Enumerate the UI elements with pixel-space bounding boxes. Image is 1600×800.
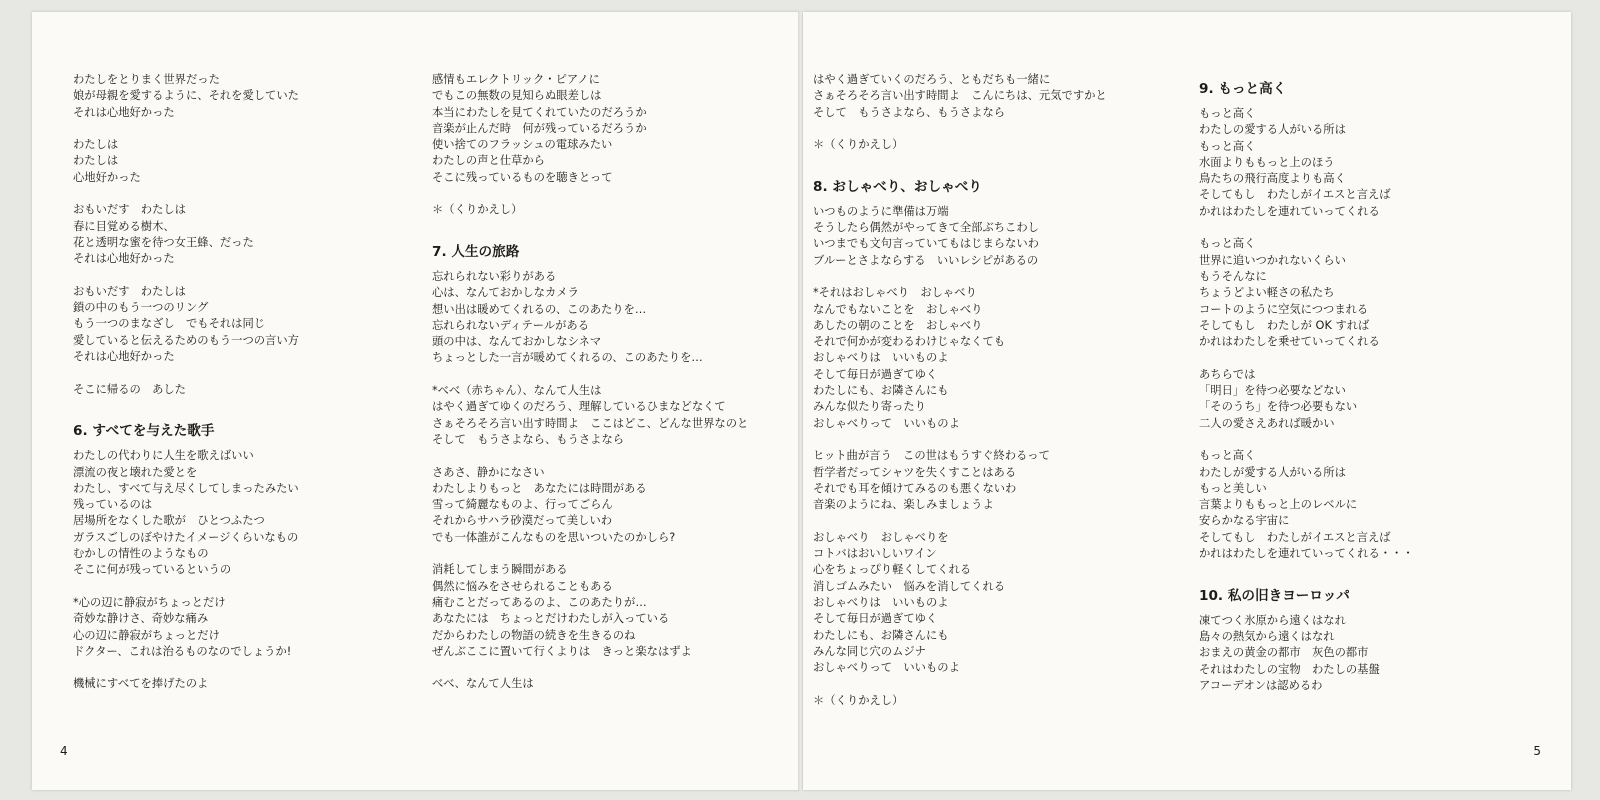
lyric-line: ブルーとさよならする いいレシピがあるの — [813, 253, 1039, 267]
lyric-line: ドクター、これは治るものなのでしょうか! — [73, 644, 292, 658]
line-break — [432, 660, 748, 676]
lyric-line: おもいだす わたしは — [73, 284, 186, 298]
lyric-line: おしゃべりは いいものよ — [813, 595, 949, 609]
lyric-line: むかしの情性のようなもの — [73, 547, 209, 561]
lyric-line: 居場所をなくした歌が ひとつふたつ — [73, 514, 265, 528]
lyric-line: そして もうさよなら、もうさよなら — [813, 105, 1006, 119]
lyric-line: でも一体誰がこんなものを思いついたのかしら? — [432, 530, 676, 544]
line-break — [1199, 220, 1414, 236]
line-break — [1199, 432, 1414, 448]
lyric-line: それからサハラ砂漠だって美しいわ — [432, 514, 613, 528]
lyric-line: もっと美しい — [1199, 481, 1267, 495]
lyric-line: 春に目覚める樹木、 — [73, 219, 175, 233]
lyric-line: 消しゴムみたい 悩みを消してくれる — [813, 579, 1006, 593]
lyric-line: そしてもし わたしがイエスと言えば — [1199, 530, 1391, 544]
song-title: 7. 人生の旅路 — [432, 243, 520, 260]
lyric-line: もっと高く — [1199, 139, 1256, 153]
lyric-line: わたしは — [73, 154, 119, 168]
lyric-line: さぁそろそろ言い出す時間よ ここはどこ、どんな世界なのと — [432, 416, 749, 430]
lyric-line: そうしたら偶然がやってきて全部ぶちこわし — [813, 221, 1039, 235]
lyric-line: 「明日」を待つ必要などない — [1199, 384, 1346, 398]
lyric-line: それで何かが変わるわけじゃなくても — [813, 335, 1006, 349]
lyric-line: みんな似たり寄ったり — [813, 400, 926, 414]
lyric-line: アコーデオンは認めるわ — [1199, 678, 1323, 692]
lyric-line: ＊（くりかえし） — [813, 693, 904, 707]
song-title: 6. すべてを与えた歌手 — [73, 423, 215, 440]
lyric-line: そして毎日が過ぎてゆく — [813, 612, 938, 626]
lyric-line: *べべ（赤ちゃん）、なんて人生は — [432, 384, 602, 398]
lyric-line: *それはおしゃべり おしゃべり — [813, 286, 977, 300]
lyric-line: わたしの代わりに人生を歌えばいい — [73, 449, 254, 463]
lyric-line: そして毎日が過ぎてゆく — [813, 367, 938, 381]
lyric-line: べべ、なんて人生は — [432, 677, 534, 691]
line-break — [73, 398, 299, 414]
page-number: 5 — [1533, 744, 1541, 758]
lyric-line: おしゃべりって いいものよ — [813, 416, 960, 430]
lyric-line: 頭の中は、なんておかしなシネマ — [432, 335, 602, 349]
lyric-line: コトバはおいしいワイン — [813, 547, 937, 561]
song-title: 9. もっと高く — [1199, 81, 1287, 97]
lyric-line: 水面よりももっと上のほう — [1199, 155, 1335, 169]
lyric-line: わたしの声と仕草から — [432, 154, 545, 168]
lyric-line: おもいだす わたしは — [73, 203, 186, 217]
lyric-line: 鳥たちの飛行高度よりも高く — [1199, 172, 1346, 186]
lyric-line: あちらでは — [1199, 367, 1256, 381]
right-page — [803, 12, 1571, 790]
line-break — [73, 579, 299, 595]
lyric-line: それでも耳を傾けてみるのも悪くないわ — [813, 481, 1017, 495]
lyric-line: ちょっとした一言が暖めてくれるの、このあたりを… — [432, 351, 703, 365]
lyric-line: ヒット曲が言う この世はもうすぐ終わるって — [813, 449, 1050, 463]
lyric-line: それは心地好かった — [73, 105, 175, 119]
lyric-line: はやく過ぎていくのだろう、ともだちも一緒に — [813, 73, 1051, 86]
lyric-line: あなたには ちょっとだけわたしが入っている — [432, 612, 670, 626]
line-break — [73, 365, 299, 381]
lyric-line: でもこの無数の見知らぬ眼差しは — [432, 89, 602, 103]
lyric-line: それは心地好かった — [73, 350, 175, 364]
lyric-line: 漂流の夜と壊れた愛とを — [73, 465, 198, 479]
lyric-line: 愛していると伝えるためのもう一つの言い方 — [73, 333, 299, 347]
line-break — [813, 513, 1107, 529]
lyric-line: 本当にわたしを見てくれていたのだろうか — [432, 105, 647, 119]
lyric-line: 忘れられない彩りがある — [432, 269, 557, 283]
lyric-line: 奇妙な静けさ、奇妙な痛み — [73, 612, 209, 626]
lyric-line: かれはわたしを乗せていってくれる — [1199, 335, 1380, 349]
lyric-line: 心は、なんておかしなカメラ — [432, 286, 579, 300]
left-page — [32, 12, 800, 790]
lyric-line: 消耗してしまう瞬間がある — [432, 563, 568, 577]
lyric-line: おしゃべりって いいものよ — [813, 661, 960, 675]
lyric-line: 機械にすべてを捧げたのよ — [73, 677, 209, 691]
lyric-line: わたしにも、お隣さんにも — [813, 384, 949, 398]
lyric-line: 心地好かった — [73, 170, 141, 184]
line-break — [73, 660, 299, 676]
lyric-line: 残っているのは — [73, 498, 153, 512]
lyric-line: それは心地好かった — [73, 252, 175, 266]
lyric-line: わたしをとりまく世界だった — [73, 73, 220, 86]
lyric-line: さあさ、静かになさい — [432, 465, 545, 479]
lyric-line: 雪って綺麗なものよ、行ってごらん — [432, 498, 613, 512]
lyric-line: あしたの朝のことを おしゃべり — [813, 318, 983, 332]
lyric-line: ＊（くりかえし） — [432, 203, 523, 217]
lyric-line: 鎖の中のもう一つのリング — [73, 301, 209, 315]
lyric-line: コートのように空気につつまれる — [1199, 302, 1369, 316]
lyric-line: もっと高く — [1199, 107, 1256, 120]
lyric-line: もう一つのまなざし でもそれは同じ — [73, 317, 266, 331]
lyric-line: ぜんぶここに置いて行くよりは きっと楽なはずよ — [432, 644, 692, 658]
lyric-line: 島々の熱気から遠くはなれ — [1199, 629, 1335, 643]
lyric-line: わたしの愛する人がいる所は — [1199, 123, 1346, 137]
lyric-line: もっと高く — [1199, 449, 1256, 463]
lyric-line: さぁそろそろ言い出す時間よ こんにちは、元気ですかと — [813, 89, 1107, 103]
lyric-line: 偶然に悩みをさせられることもある — [432, 579, 613, 593]
lyric-line: そこに何が残っているというの — [73, 563, 232, 577]
page-number: 4 — [60, 744, 68, 758]
lyric-line: だからわたしの物語の続きを生きるのね — [432, 628, 636, 642]
lyric-line: そこに帰るの あした — [73, 382, 186, 396]
lyric-line: そしてもし わたしが OK すれば — [1199, 318, 1370, 332]
lyric-line: おしゃべりは いいものよ — [813, 351, 949, 365]
lyric-line: なんでもないことを おしゃべり — [813, 302, 983, 316]
lyrics-column — [1199, 72, 1414, 694]
line-break — [73, 268, 299, 284]
lyric-line: 痛むことだってあるのよ、このあたりが… — [432, 595, 647, 609]
line-break — [813, 432, 1107, 448]
lyric-line: かれはわたしを連れていってくれる — [1199, 204, 1380, 218]
lyric-line: 想い出は暖めてくれるの、このあたりを… — [432, 302, 647, 316]
lyric-line: いつまでも文句言っていてもはじまらないわ — [813, 237, 1039, 251]
lyric-line: 心の辺に静寂がちょっとだけ — [73, 628, 220, 642]
lyric-line: わたしよりもっと あなたには時間がある — [432, 481, 647, 495]
lyric-line: 「そのうち」を待つ必要もない — [1199, 400, 1358, 414]
lyric-line: 二人の愛さえあれば暖かい — [1199, 416, 1335, 430]
lyric-line: 凍てつく氷原から遠くはなれ — [1199, 613, 1346, 627]
song-title: 10. 私の旧きヨーロッパ — [1199, 587, 1350, 604]
line-break — [1199, 562, 1414, 578]
lyric-line: 感情もエレクトリック・ピアノに — [432, 73, 600, 86]
lyric-line: 忘れられないディテールがある — [432, 318, 590, 332]
line-break — [813, 676, 1107, 692]
lyric-line: 花と透明な蜜を待つ女王蜂、だった — [73, 235, 254, 249]
lyric-line: 使い捨てのフラッシュの電球みたい — [432, 138, 613, 152]
lyric-line: ガラスごしのぼやけたイメージくらいなもの — [73, 530, 299, 544]
line-break — [432, 219, 748, 235]
line-break — [813, 121, 1107, 137]
lyric-line: わたし、すべて与え尽くしてしまったみたい — [73, 481, 299, 495]
lyric-line: わたしにも、お隣さんにも — [813, 628, 949, 642]
line-break — [432, 367, 748, 383]
lyric-line: はやく過ぎてゆくのだろう、理解しているひまなどなくて — [432, 400, 726, 414]
lyric-line: わたしが愛する人がいる所は — [1199, 465, 1346, 479]
lyrics-column — [432, 72, 748, 693]
lyric-line: おしゃべり おしゃべりを — [813, 530, 949, 544]
lyric-line: 音楽が止んだ時 何が残っているだろうか — [432, 121, 647, 135]
line-break — [813, 153, 1107, 169]
lyric-line: ちょうどよい軽さの私たち — [1199, 286, 1335, 300]
line-break — [73, 121, 299, 137]
lyric-line: みんな同じ穴のムジナ — [813, 644, 926, 658]
lyric-line: わたしは — [73, 138, 119, 152]
lyric-line: ＊（くりかえし） — [813, 138, 904, 152]
line-break — [813, 269, 1107, 285]
lyric-line: そしてもし わたしがイエスと言えば — [1199, 188, 1391, 202]
lyric-line: 音楽のようにね、楽しみましょうよ — [813, 498, 994, 512]
line-break — [73, 186, 299, 202]
lyric-line: 言葉よりももっと上のレベルに — [1199, 498, 1358, 512]
line-break — [432, 546, 748, 562]
line-break — [432, 448, 748, 464]
line-break — [432, 186, 748, 202]
lyric-line: もっと高く — [1199, 237, 1256, 251]
lyric-line: *心の辺に静寂がちょっとだけ — [73, 595, 226, 609]
lyric-line: 哲学者だってシャツを失くすことはある — [813, 465, 1017, 479]
lyric-line: そこに残っているものを聴きとって — [432, 170, 613, 184]
line-break — [1199, 350, 1414, 366]
lyric-line: 娘が母親を愛するように、それを愛していた — [73, 89, 299, 103]
lyric-line: かれはわたしを連れていってくれる・・・ — [1199, 547, 1414, 561]
lyrics-column — [73, 72, 299, 693]
song-title: 8. おしゃべり、おしゃべり — [813, 178, 982, 195]
lyric-line: 心をちょっぴり軽くしてくれる — [813, 563, 972, 577]
lyric-line: おまえの黄金の都市 灰色の都市 — [1199, 646, 1369, 660]
lyric-line: いつものように準備は万端 — [813, 204, 949, 218]
lyric-line: それはわたしの宝物 わたしの基盤 — [1199, 662, 1380, 676]
lyric-line: そして もうさよなら、もうさよなら — [432, 432, 625, 446]
lyrics-column — [813, 72, 1107, 709]
lyric-line: 安らかなる宇宙に — [1199, 514, 1290, 528]
lyric-line: 世界に追いつかれないくらい — [1199, 253, 1346, 267]
lyric-line: もうそんなに — [1199, 269, 1267, 283]
